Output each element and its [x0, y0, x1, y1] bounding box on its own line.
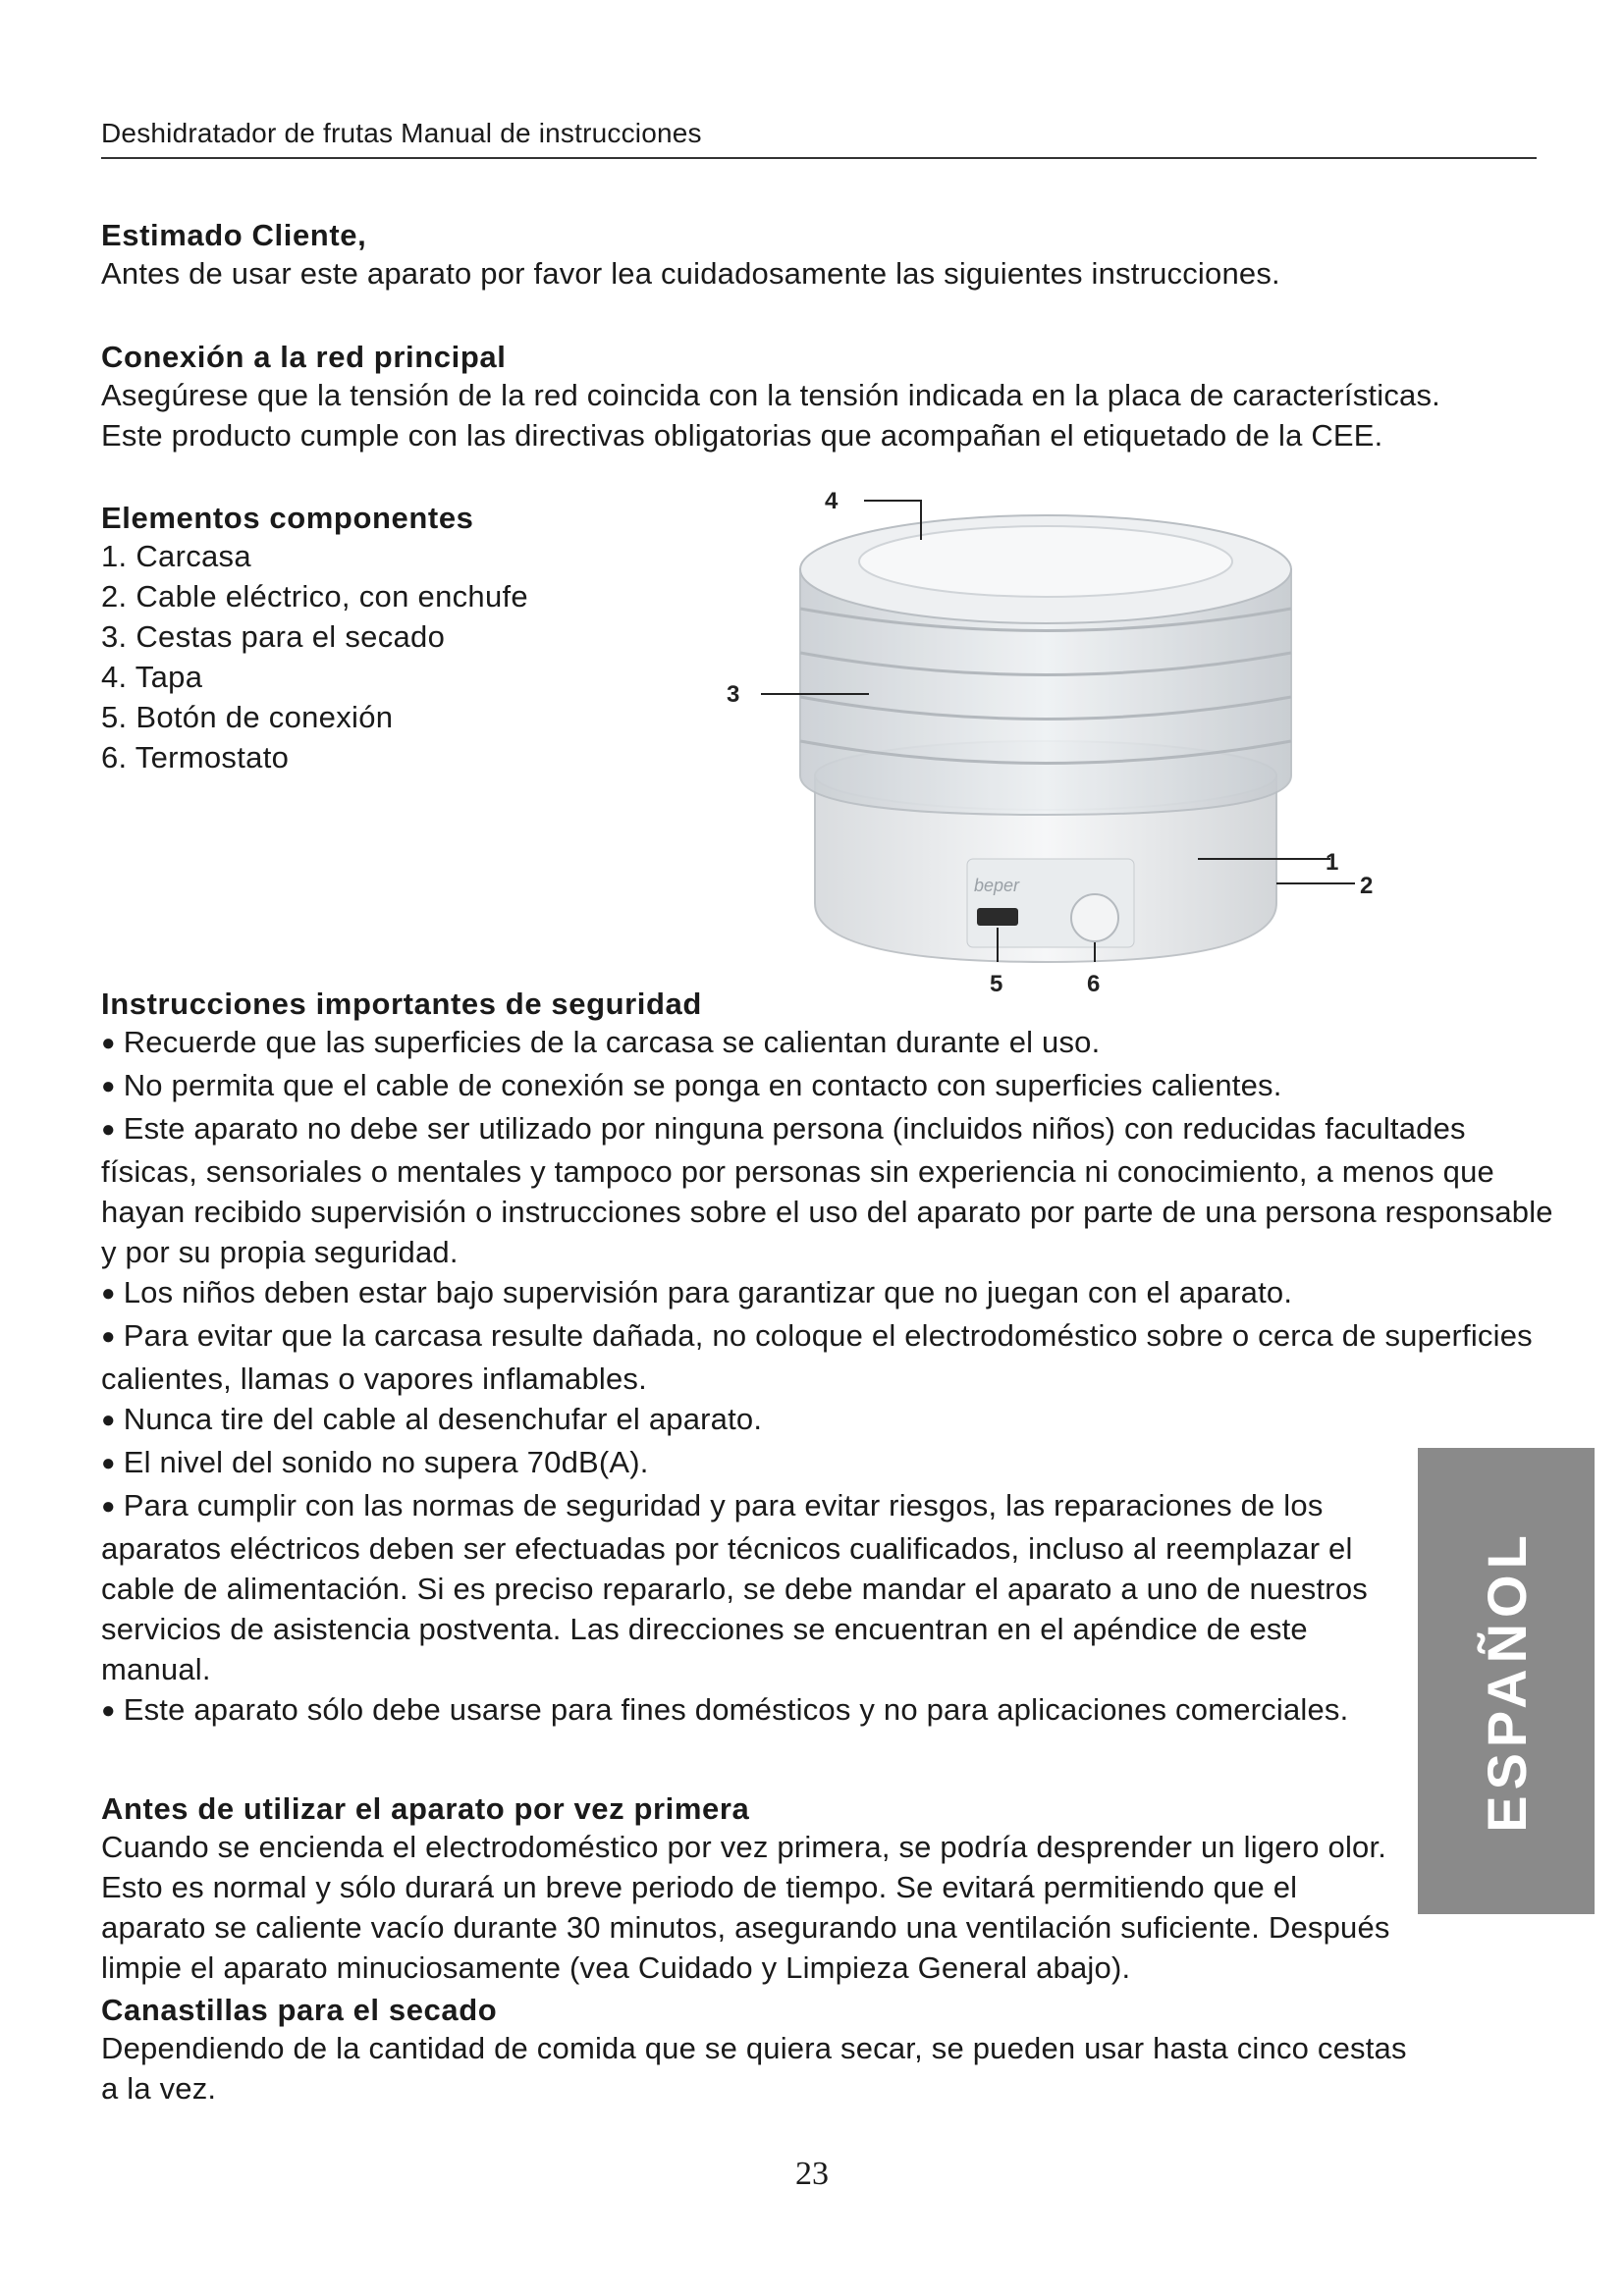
mains-section: [101, 340, 1554, 455]
safety-title: Instrucciones importantes de seguridad: [101, 987, 702, 1021]
safety-item: ● Para evitar que la carcasa resulte dañada, no coloque el electrodoméstico sobre o cerca de superficies calientes, llamas o vapores inflamables.: [101, 1318, 1533, 1396]
bullet-icon: ●: [101, 1116, 116, 1143]
safety-section: [101, 987, 1554, 1733]
first-use-section: [101, 1791, 1407, 1988]
safety-item: ● Este aparato sólo debe usarse para fines domésticos y no para aplicaciones comerciales.: [101, 1692, 1349, 1727]
bullet-icon: ●: [101, 1323, 116, 1350]
safety-item: ● No permita que el cable de conexión se ponga en contacto con superficies calientes.: [101, 1068, 1282, 1102]
brand-logo: beper: [974, 876, 1020, 895]
safety-item: ● Nunca tire del cable al desenchufar el aparato.: [101, 1402, 763, 1436]
greeting-text: Antes de usar este aparato por favor lea cuidadosamente las siguientes instrucciones.: [101, 256, 1280, 291]
callout-5: 5: [990, 971, 1003, 991]
component-item: 4. Tapa: [101, 660, 203, 694]
mains-line-1: Asegúrese que la tensión de la red coincida con la tensión indicada en la placa de características.: [101, 378, 1440, 412]
bullet-icon: ●: [101, 1493, 116, 1520]
header-title: Deshidratador de frutas Manual de instrucciones: [101, 118, 702, 148]
components-title: Elementos componentes: [101, 501, 474, 535]
baskets-text: Dependiendo de la cantidad de comida que se quiera secar, se pueden usar hasta cinco cestas a la vez.: [101, 2031, 1407, 2106]
safety-item: ● Este aparato no debe ser utilizado por ninguna persona (incluidos niños) con reducidas facultades físicas, sensoriales o mentales y tampoco por personas sin experiencia ni conocimiento, a menos que hayan recibido supervisión o instrucciones sobre el uso del aparato por parte de una persona responsable y por su propia seguridad.: [101, 1111, 1553, 1269]
bullet-icon: ●: [101, 1697, 116, 1724]
bullet-icon: ●: [101, 1407, 116, 1433]
header-divider: [101, 157, 1537, 159]
bullet-icon: ●: [101, 1280, 116, 1307]
component-item: 6. Termostato: [101, 740, 290, 774]
callout-6: 6: [1087, 971, 1101, 991]
safety-item: ● El nivel del sonido no supera 70dB(A).: [101, 1445, 649, 1479]
components-section: [101, 501, 690, 777]
safety-item: ● Recuerde que las superficies de la carcasa se calientan durante el uso.: [101, 1025, 1101, 1059]
power-switch: [977, 908, 1018, 926]
components-list: [101, 536, 690, 777]
component-item: 2. Cable eléctrico, con enchufe: [101, 579, 528, 614]
baskets-title: Canastillas para el secado: [101, 1993, 498, 2027]
callout-3: 3: [727, 681, 740, 708]
component-item: 3. Cestas para el secado: [101, 619, 446, 654]
callout-4: 4: [825, 488, 839, 514]
bullet-icon: ●: [101, 1073, 116, 1099]
mains-line-2: Este producto cumple con las directivas obligatorias que acompañan el etiquetado de la CEE.: [101, 418, 1383, 453]
safety-item: ● Los niños deben estar bajo supervisión para garantizar que no juegan con el aparato.: [101, 1275, 1293, 1309]
callout-2: 2: [1360, 873, 1374, 899]
greeting-title: Estimado Cliente,: [101, 218, 367, 252]
bullet-icon: ●: [101, 1450, 116, 1476]
callout-1: 1: [1326, 849, 1339, 876]
mains-title: Conexión a la red principal: [101, 340, 507, 374]
language-side-tab: [1418, 1448, 1595, 1914]
dehydrator-illustration: [707, 481, 1414, 991]
component-item: 5. Botón de conexión: [101, 700, 394, 734]
safety-list: [101, 1022, 1554, 1733]
first-use-title: Antes de utilizar el aparato por vez primera: [101, 1791, 750, 1826]
thermostat-knob: [1071, 894, 1118, 941]
greeting-section: [101, 218, 1554, 294]
bullet-icon: ●: [101, 1030, 116, 1056]
lid-top: [859, 526, 1232, 597]
safety-item: ● Para cumplir con las normas de seguridad y para evitar riesgos, las reparaciones de los aparatos eléctricos deben ser efectuadas por técnicos cualificados, incluso al reemplazar el cable de alimentación. Si es preciso repararlo, se debe mandar el aparato a uno de nuestros servicios de asistencia postventa. Las direcciones se encuentran en el apéndice de este manual.: [101, 1488, 1368, 1686]
baskets-section: [101, 1993, 1407, 2109]
component-item: 1. Carcasa: [101, 539, 251, 573]
language-side-tab-label: ESPAÑOL: [1475, 1529, 1538, 1833]
first-use-text: Cuando se encienda el electrodoméstico por vez primera, se podría desprender un ligero olor. Esto es normal y sólo durará un breve periodo de tiempo. Se evitará permitiendo que el aparato se caliente vacío durante 30 minutos, asegurando una ventilación suficiente. Después limpie el aparato minuciosamente (vea Cuidado y Limpieza General abajo).: [101, 1830, 1390, 1985]
page-number: 23: [795, 2156, 829, 2192]
